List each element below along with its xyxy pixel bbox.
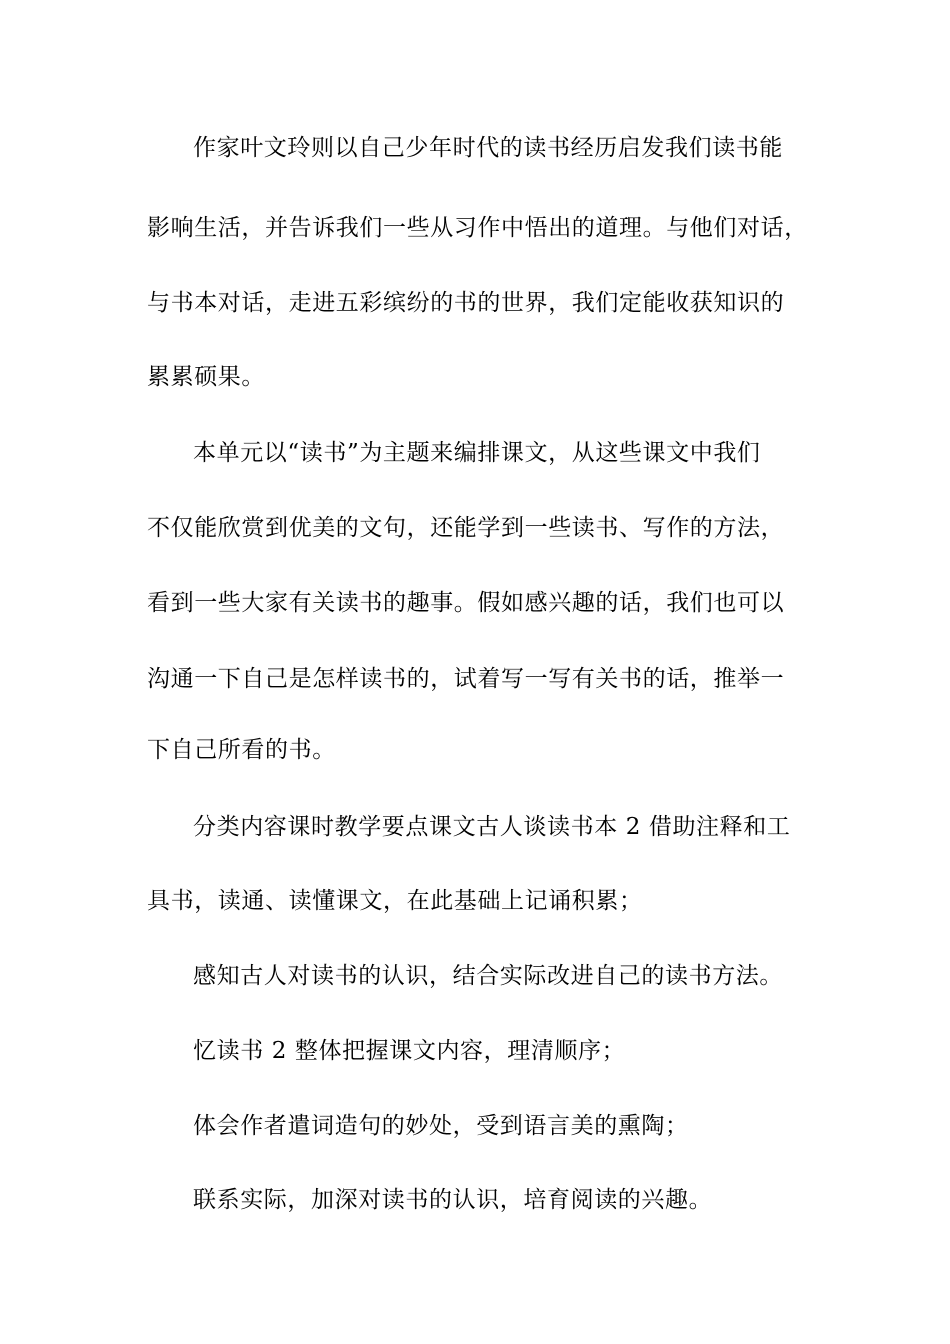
- text-line: 下自己所看的书。: [147, 737, 336, 763]
- text-line: 体会作者遣词造句的妙处，受到语言美的熏陶；: [193, 1113, 689, 1139]
- text-line: 分类内容课时教学要点课文古人谈读书本 2 借助注释和工: [193, 814, 791, 840]
- text-line: 忆读书 2 整体把握课文内容，理清顺序；: [193, 1038, 626, 1064]
- text-line: 本单元以“读书”为主题来编排课文，从这些课文中我们: [193, 440, 761, 466]
- text-line: 作家叶文玲则以自己少年时代的读书经历启发我们读书能: [193, 135, 783, 161]
- text-line: 具书，读通、读懂课文，在此基础上记诵积累；: [147, 888, 643, 914]
- text-line: 沟通一下自己是怎样读书的，试着写一写有关书的话，推举一: [147, 666, 785, 692]
- text-line: 影响生活，并告诉我们一些从习作中悟出的道理。与他们对话，: [147, 215, 808, 241]
- text-line: 感知古人对读书的认识，结合实际改进自己的读书方法。: [193, 963, 783, 989]
- text-line: 不仅能欣赏到优美的文句，还能学到一些读书、写作的方法，: [147, 515, 785, 541]
- text-line: 联系实际，加深对读书的认识，培育阅读的兴趣。: [193, 1187, 713, 1213]
- text-line: 累累硕果。: [147, 364, 265, 390]
- text-line: 与书本对话，走进五彩缤纷的书的世界，我们定能收获知识的: [147, 290, 785, 316]
- text-line: 看到一些大家有关读书的趣事。假如感兴趣的话，我们也可以: [147, 590, 785, 616]
